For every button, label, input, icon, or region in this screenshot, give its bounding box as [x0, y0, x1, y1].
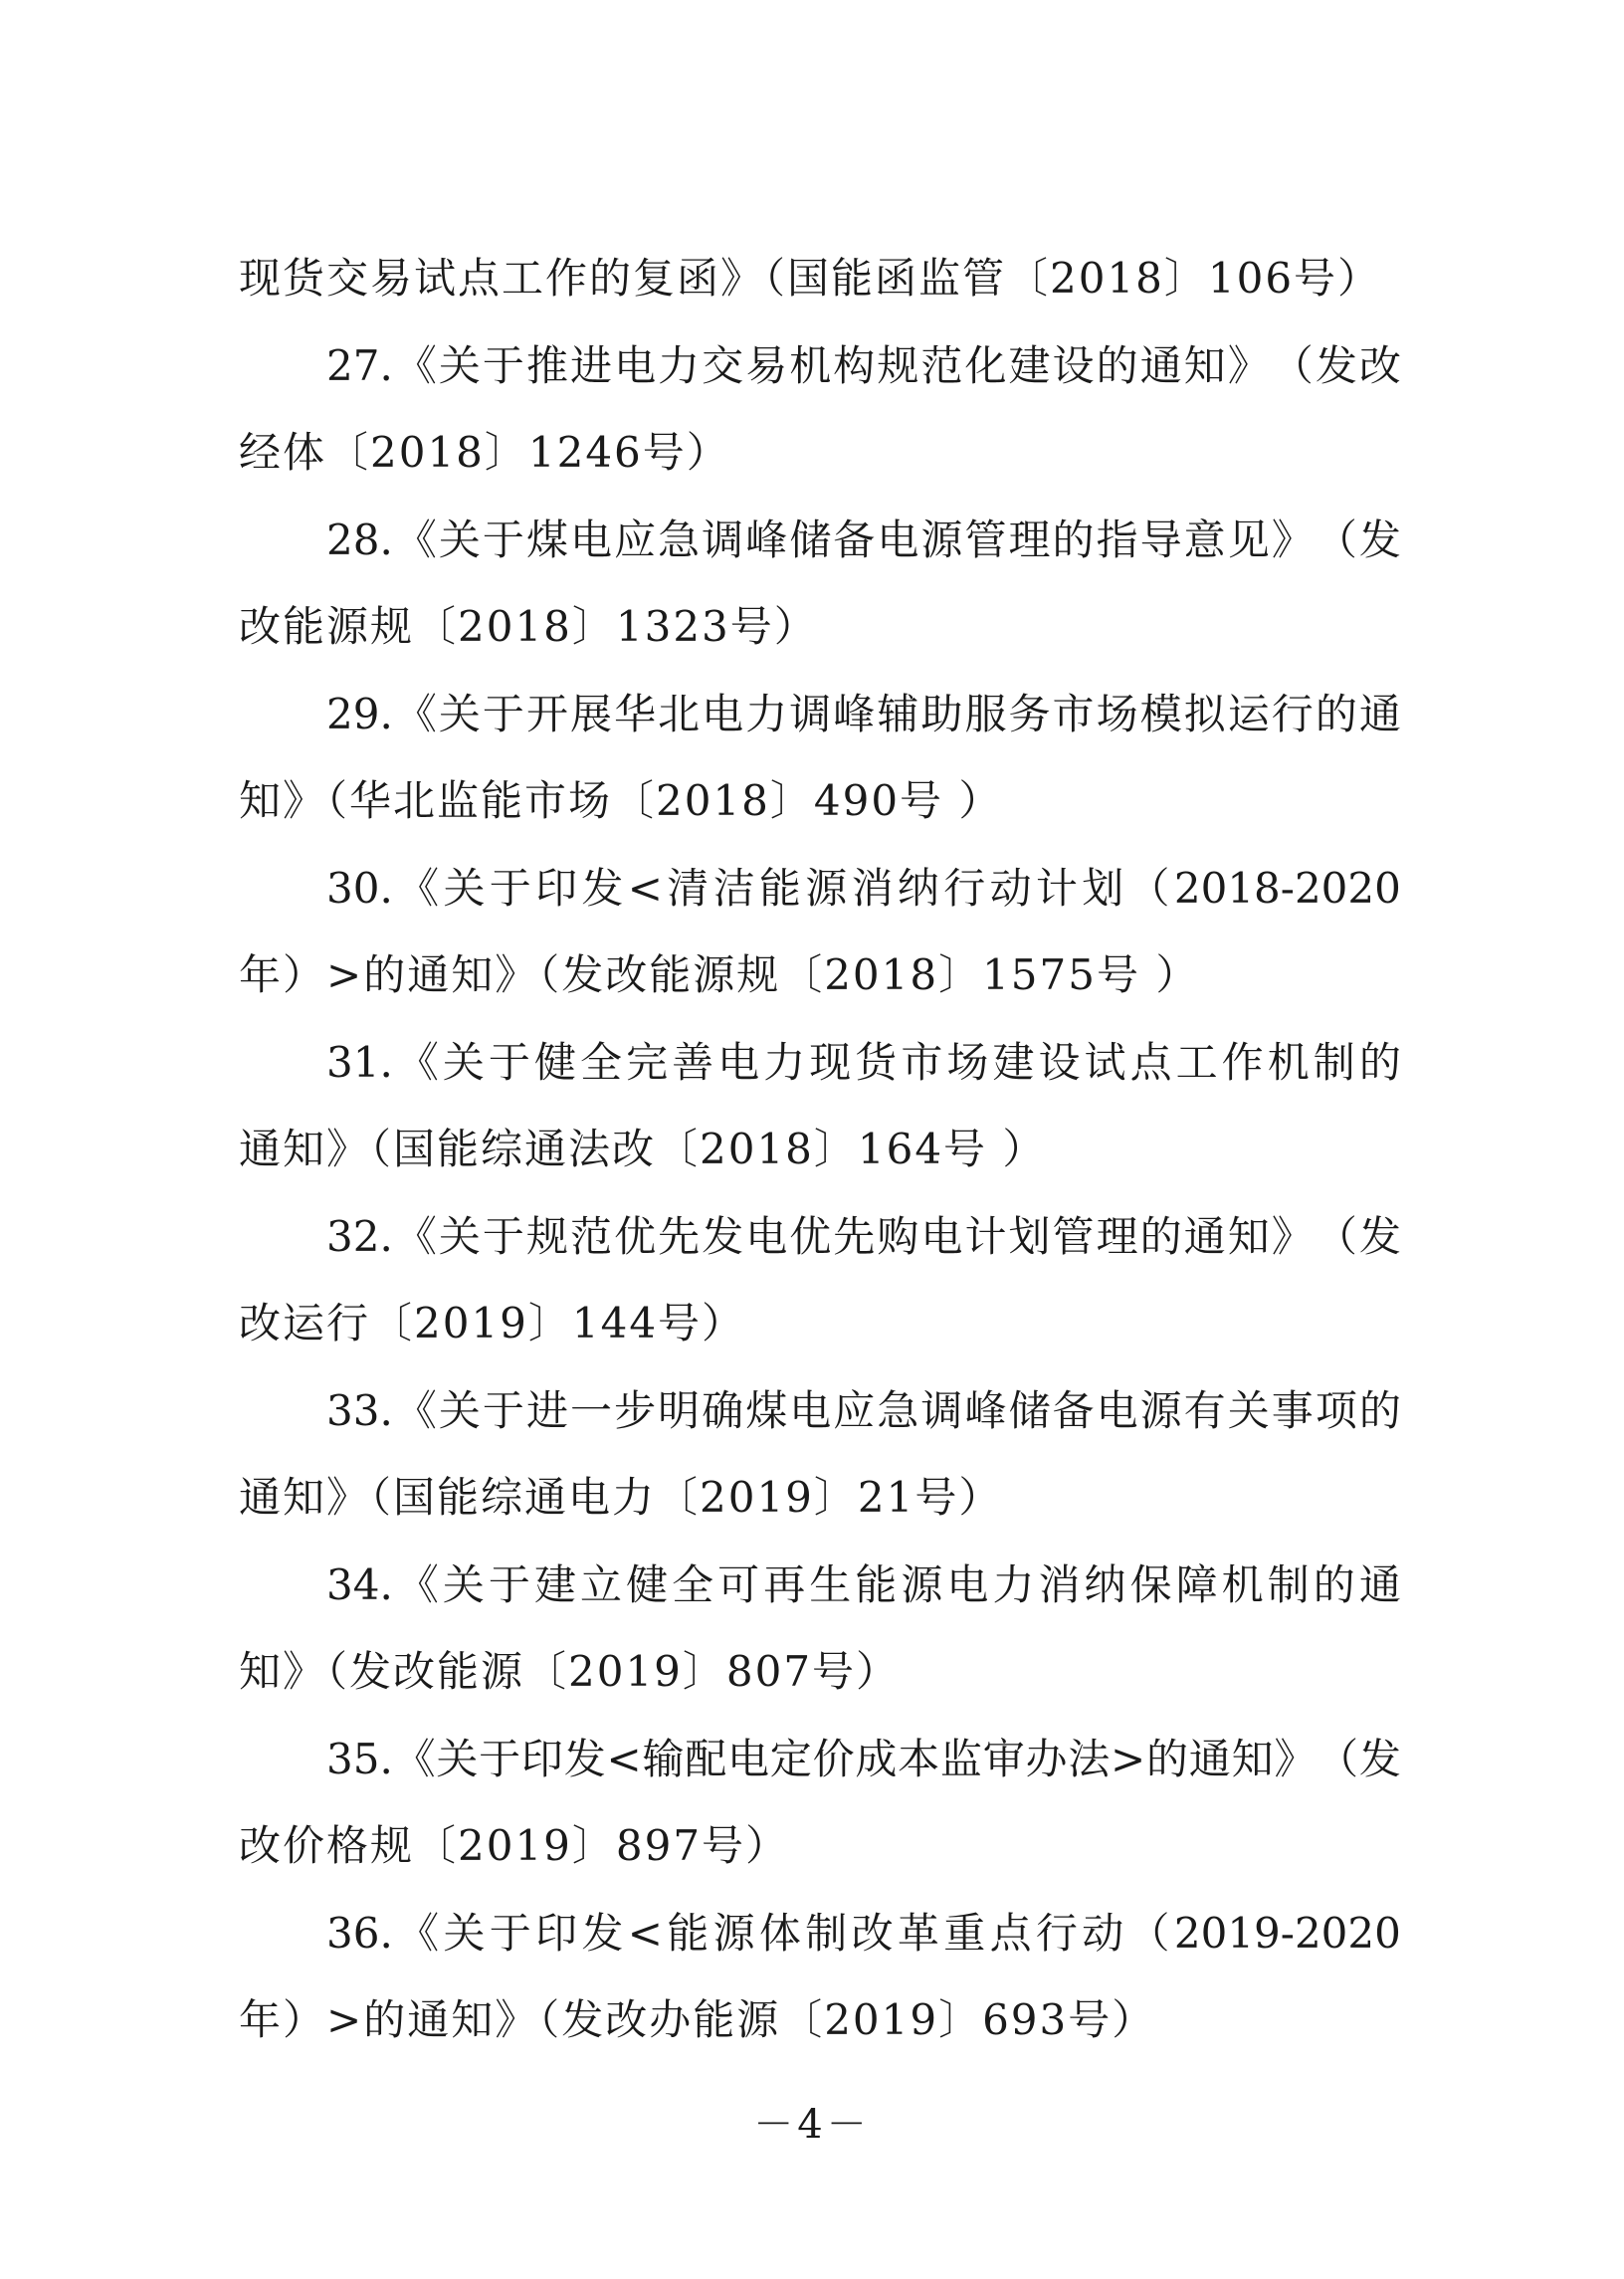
- list-item-continuation-line: 年）>的通知》（发改办能源〔2019〕693号）: [239, 1995, 1156, 2044]
- list-item-continuation-line: 通知》（国能综通法改〔2018〕164号 ）: [239, 1125, 1047, 1173]
- list-item-first-line: 28. 《 关 于 煤 电 应 急 调 峰 储 备 电 源 管 理 的 指 导 意 见 》 （ 发: [326, 515, 1401, 564]
- list-item-continuation-line: 改运行〔2019〕144号）: [239, 1299, 746, 1347]
- list-item-first-line: 31. 《 关 于 健 全 完 善 电 力 现 货 市 场 建 设 试 点 工 作 机 制 的: [326, 1037, 1401, 1087]
- list-item-first-line: 27. 《 关 于 推 进 电 力 交 易 机 构 规 范 化 建 设 的 通 知 》 （ 发 改: [326, 340, 1401, 390]
- page-number: －4－: [753, 2102, 871, 2148]
- list-item-continuation-line: 改价格规〔2019〕897号）: [239, 1821, 790, 1870]
- list-item-first-line: 30. 《 关 于 印 发 < 清 洁 能 源 消 纳 行 动 计 划 （ 2018-2020: [326, 863, 1401, 913]
- list-item-first-line: 34. 《 关 于 建 立 健 全 可 再 生 能 源 电 力 消 纳 保 障 机 制 的 通: [326, 1559, 1401, 1609]
- list-item-continuation-line: 年）>的通知》（发改能源规〔2018〕1575号 ）: [239, 950, 1200, 999]
- list-item-continuation-line: 现货交易试点工作的复函》（国能函监管〔2018〕106号）: [239, 254, 1382, 303]
- list-item-first-line: 36. 《 关 于 印 发 < 能 源 体 制 改 革 重 点 行 动 （ 2019-2020: [326, 1908, 1401, 1958]
- list-item-continuation-line: 知》（华北监能市场〔2018〕490号 ）: [239, 776, 1003, 825]
- list-item-first-line: 32. 《 关 于 规 范 优 先 发 电 优 先 购 电 计 划 管 理 的 通 知 》 （ 发: [326, 1211, 1401, 1261]
- list-item-first-line: 29. 《 关 于 开 展 华 北 电 力 调 峰 辅 助 服 务 市 场 模 拟 运 行 的 通: [326, 689, 1401, 738]
- list-item-first-line: 35. 《 关 于 印 发 < 输 配 电 定 价 成 本 监 审 办 法 > 的 通 知 》 （ 发: [326, 1734, 1401, 1783]
- list-item-continuation-line: 改能源规〔2018〕1323号）: [239, 602, 818, 651]
- list-item-continuation-line: 知》（发改能源〔2019〕807号）: [239, 1647, 901, 1696]
- list-item-continuation-line: 通知》（国能综通电力〔2019〕21号）: [239, 1473, 1003, 1522]
- list-item-first-line: 33. 《 关 于 进 一 步 明 确 煤 电 应 急 调 峰 储 备 电 源 有 关 事 项 的: [326, 1385, 1401, 1435]
- list-item-continuation-line: 经体〔2018〕1246号）: [239, 428, 730, 477]
